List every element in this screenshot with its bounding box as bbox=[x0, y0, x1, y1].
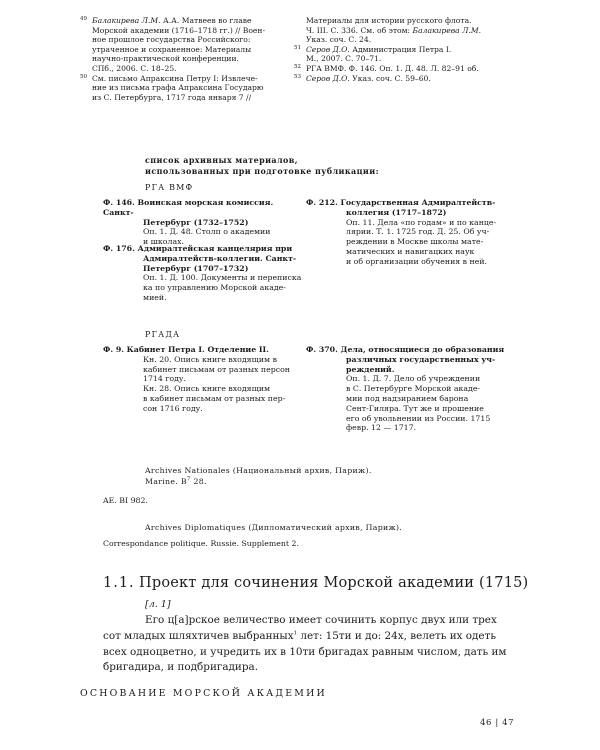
archives-diplomatiques-entry bbox=[145, 522, 402, 533]
archive-fond bbox=[145, 476, 372, 487]
footnote-number: 51 bbox=[294, 44, 301, 51]
section-heading bbox=[103, 575, 528, 591]
fond-title bbox=[306, 345, 521, 374]
correspondance-entry: Correspondance politique. Russie. Supplement 2. bbox=[103, 539, 299, 548]
footnote-text: А.А. Матвеев во главе bbox=[160, 16, 252, 25]
fond-title bbox=[103, 345, 303, 355]
fond-line: февр. 12 — 1717. bbox=[346, 423, 417, 433]
footnote-number: 52 bbox=[294, 63, 301, 70]
fond-title-line: Петербург (1732–1752) bbox=[143, 217, 249, 227]
footnote-line: См. письмо Апраксина Петру I: Извлече- bbox=[92, 73, 258, 83]
footnote-line: Материалы для истории русского флота. bbox=[306, 16, 472, 25]
footnote-text: Администрация Петра I. bbox=[349, 44, 452, 54]
fond-title-line: Ф. 146. Воинская морская комиссия. Санкт- bbox=[103, 198, 274, 217]
archives-nationales-entry bbox=[145, 465, 372, 487]
fond-line: Оп. 1. Д. 100. Документы и переписка bbox=[143, 273, 302, 283]
fond-title-line: Ф. 9. Кабинет Петра I. Отделение II. bbox=[103, 345, 269, 354]
fond-line: реждении в Москве школы мате- bbox=[346, 237, 484, 247]
footnote-line: Морской академии (1716–1718 гг.) // Воен- bbox=[92, 25, 266, 35]
footnote-line bbox=[92, 16, 282, 26]
fond-title-line: Ф. 370. Дела, относящиеся до образования bbox=[306, 345, 505, 354]
footnote-author: Серов Д.О. bbox=[306, 73, 350, 83]
fond-title bbox=[306, 198, 516, 218]
fond-title bbox=[103, 244, 303, 273]
page-numbers: 46 | 47 bbox=[480, 718, 515, 728]
running-title: ОСНОВАНИЕ МОРСКОЙ АКАДЕМИИ bbox=[80, 688, 327, 699]
footnote-text: Ч. III. С. 336. См. об этом: bbox=[306, 25, 413, 35]
fond-line: в кабинет письмам от разных пер- bbox=[143, 393, 286, 403]
section-number: 1.1. bbox=[103, 575, 135, 591]
fond-line: Оп. 1. Д. 48. Столп о академии bbox=[143, 227, 271, 237]
text-segment: сот младых шляхтичев выбранных bbox=[103, 629, 294, 642]
fond-description bbox=[306, 374, 521, 433]
footnote-number: 50 bbox=[80, 73, 87, 80]
footnote-line bbox=[306, 45, 506, 55]
text-segment: лет: 15ти и до: 24х, велеть их одеть bbox=[297, 629, 496, 642]
fond-212 bbox=[306, 198, 516, 267]
fond-line: сон 1716 году. bbox=[143, 403, 203, 413]
fond-146 bbox=[103, 198, 303, 247]
document-text bbox=[103, 613, 513, 676]
text-line: всех одноцветно, и учредить их в 10ти бригадах равным числом, дать им bbox=[103, 645, 507, 658]
footnote-line: М., 2007. С. 70–71. bbox=[306, 54, 382, 64]
footnote-text: Указ. соч. С. 59–60. bbox=[349, 73, 431, 83]
footnote-line: ние из письма графа Апраксина Государю bbox=[92, 83, 264, 93]
footnote-author: Серов Д.О. bbox=[306, 44, 350, 54]
footnote-number: 53 bbox=[294, 73, 301, 80]
fond-line: и школах. bbox=[143, 237, 184, 247]
fond-370 bbox=[306, 345, 521, 433]
fond-line: 1714 году. bbox=[143, 374, 186, 384]
fond-title-line: Адмиралтейств-коллегии. Санкт- bbox=[143, 253, 297, 263]
footnote-50 bbox=[80, 73, 282, 103]
footnote-line: из С. Петербурга, 1717 года января 7 // bbox=[92, 92, 252, 102]
fond-9 bbox=[103, 345, 303, 414]
footnote-line: утраченное и сохраненное: Материалы bbox=[92, 44, 252, 54]
footnote-ref: 1 bbox=[293, 630, 298, 637]
text-line bbox=[103, 629, 513, 645]
fond-title-line: различных государственных уч- bbox=[346, 354, 496, 364]
section-title: Проект для сочинения Морской академии (1715) bbox=[139, 575, 529, 591]
footnote-line bbox=[306, 26, 506, 36]
archive-label-rgavmf: РГА ВМФ bbox=[145, 183, 194, 192]
fond-title-line: Ф. 212. Государственная Адмиралтейств- bbox=[306, 198, 496, 207]
archive-fond-superscript: 7 bbox=[186, 476, 191, 483]
folio-marker: [л. 1] bbox=[145, 599, 171, 610]
archive-fond-text: Marine. B bbox=[145, 477, 187, 486]
fond-line: Кн. 20. Опись книге входящим в bbox=[143, 354, 277, 364]
footnote-line: СПб., 2006. С. 18–25. bbox=[92, 63, 177, 73]
footnote-52 bbox=[294, 63, 506, 74]
fond-line: ка по управлению Морской акаде- bbox=[143, 283, 286, 293]
footnote-line bbox=[306, 74, 506, 84]
fond-line: кабинет письмам от разных персон bbox=[143, 364, 290, 374]
text-line: бригадира, и подбригадира. bbox=[103, 661, 258, 674]
footnote-51 bbox=[294, 44, 506, 64]
footnote-53 bbox=[294, 73, 506, 84]
fond-title-line: Петербург (1707–1732) bbox=[143, 263, 249, 273]
text-line: Его ц[а]рское величество имеет сочинить корпус двух или трех bbox=[145, 614, 497, 626]
footnote-line: Указ. соч. С. 24. bbox=[306, 35, 372, 45]
fond-line: его об увольнении из России. 1715 bbox=[346, 413, 491, 423]
fond-line: Кн. 28. Опись книге входящим bbox=[143, 384, 271, 394]
footnote-line: научно-практической конференции. bbox=[92, 54, 239, 64]
fond-line: Сент-Гиляра. Тут же и прошение bbox=[346, 403, 484, 413]
fond-line: лярии. Т. 1. 1725 год. Д. 25. Об уч- bbox=[346, 227, 490, 237]
heading-line: список архивных материалов, bbox=[145, 155, 298, 165]
archive-title: Archives Diplomatiques (Дипломатический архив, Париж). bbox=[145, 523, 403, 532]
archive-label-rgada: РГАДА bbox=[145, 330, 181, 339]
fond-176 bbox=[103, 244, 303, 303]
footnotes-left-column bbox=[80, 16, 282, 102]
footnote-author: Балакирева Л.М. bbox=[412, 25, 482, 35]
footnote-line: ное прошлое государства Российского: bbox=[92, 35, 251, 45]
fond-description bbox=[103, 355, 303, 414]
fond-line: мией. bbox=[143, 292, 167, 302]
fond-title bbox=[103, 198, 303, 227]
fond-line: и об организации обучения в ней. bbox=[346, 256, 488, 266]
fond-description bbox=[306, 218, 516, 267]
fond-title-line: коллегия (1717–1872) bbox=[346, 207, 447, 217]
archive-fond-text: 28. bbox=[190, 477, 207, 486]
archive-list-heading bbox=[145, 155, 445, 176]
fond-title-line: Ф. 176. Адмиралтейская канцелярия при bbox=[103, 244, 293, 253]
footnote-49 bbox=[80, 16, 282, 74]
footnote-author: Балакирева Л.М. bbox=[92, 16, 161, 25]
fond-line: мии под надзиранием барона bbox=[346, 393, 469, 403]
archive-title: Archives Nationales (Национальный архив, Париж). bbox=[145, 466, 372, 475]
fond-line: Оп. 1. Д. 7. Дело об учреждении bbox=[346, 374, 481, 384]
fond-line: в С. Петербурге Морской акаде- bbox=[346, 384, 481, 394]
heading-line: использованных при подготовке публикации: bbox=[145, 165, 379, 176]
footnote-line: РГА ВМФ. Ф. 146. Оп. 1. Д. 48. Л. 82–91 об. bbox=[306, 63, 479, 73]
fond-description bbox=[103, 273, 303, 302]
archive-ae-entry: AE. BI 982. bbox=[103, 496, 148, 505]
fond-title-line: реждений. bbox=[346, 364, 395, 374]
footnote-number: 49 bbox=[80, 16, 87, 22]
footnote-50-continued bbox=[306, 16, 506, 45]
fond-line: Оп. 11. Дела «по годам» и по канце- bbox=[346, 217, 497, 227]
fond-line: матических и навигацких наук bbox=[346, 246, 475, 256]
footnotes-right-column bbox=[294, 16, 506, 83]
